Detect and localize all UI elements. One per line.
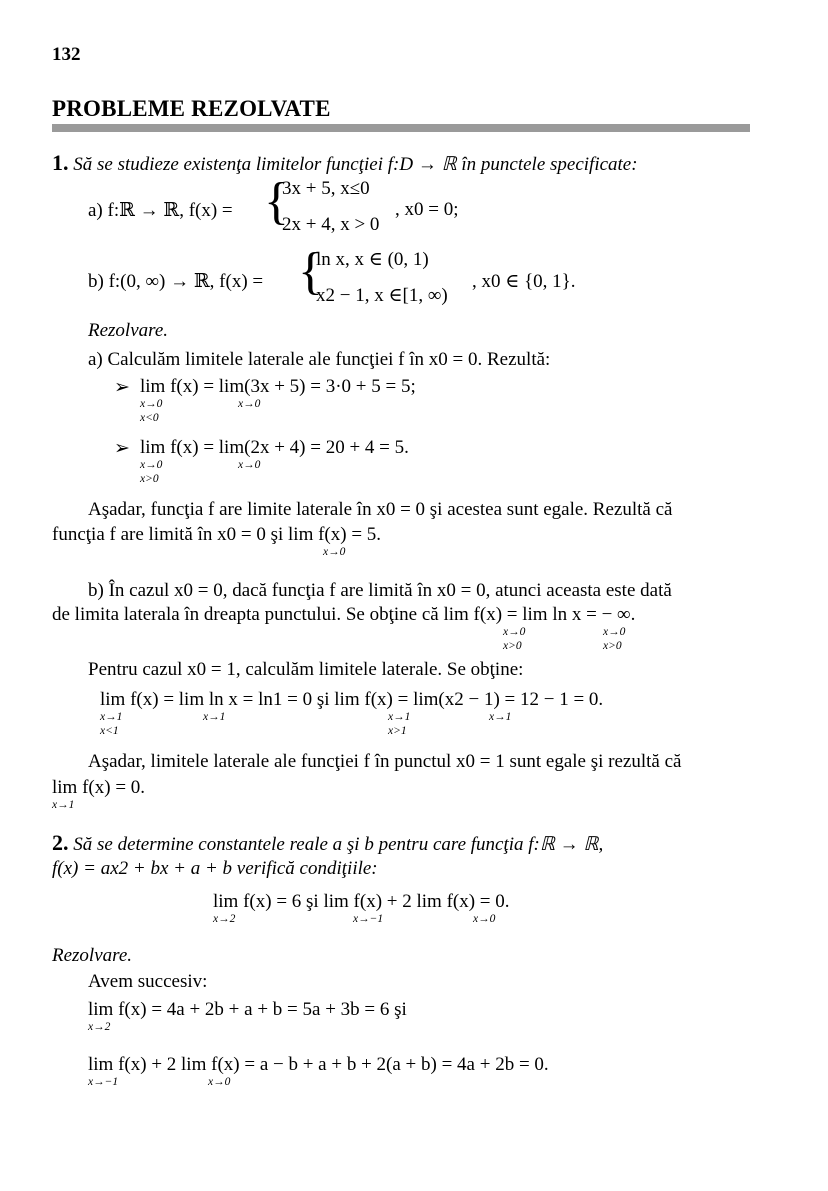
limit-sub: x→1: [388, 711, 411, 723]
conclusion-b-line1: Aşadar, limitele laterale ale funcţiei f în punctul x0 = 1 sunt egale şi rezultă că: [88, 751, 682, 772]
solution-label-2: Rezolvare.: [52, 945, 133, 966]
limit-sub: x→2: [213, 913, 236, 925]
part-b-para3: Pentru cazul x0 = 1, calculăm limitele laterale. Se obţine:: [88, 659, 524, 680]
problem-1-statement: [52, 150, 638, 176]
heading-rule: [52, 124, 750, 132]
problem-2-statement: [52, 830, 603, 856]
limit-sub: x→0: [473, 913, 496, 925]
section-heading: PROBLEME REZOLVATE: [52, 96, 331, 121]
limit-sub: x→0: [238, 398, 261, 410]
problem-2-function: f(x) = ax2 + bx + a + b verifică condiţiile:: [52, 858, 378, 879]
part-b-tail: , x0 ∈ {0, 1}.: [472, 271, 576, 292]
limit-sub: x>0: [603, 640, 622, 652]
solution-label-1: Rezolvare.: [88, 320, 169, 341]
limit-sub: x→1: [52, 799, 75, 811]
part-a-case2: 2x + 4, x > 0: [282, 214, 380, 235]
limit-sub: x→−1: [353, 913, 384, 925]
limit-sub: x→0: [238, 459, 261, 471]
problem-2-conditions: lim f(x) = 6 şi lim f(x) + 2 lim f(x) = 0.: [213, 891, 510, 912]
problem-1-text: Să se studieze existenţa limitelor funcţiei f:D → ℝ în punctele specificate:: [73, 154, 638, 175]
limit-sub: x>1: [388, 725, 407, 737]
part-a-case1: 3x + 5, x≤0: [282, 178, 370, 199]
part-a-tail: , x0 = 0;: [395, 199, 459, 220]
part-a-intro: a) Calculăm limitele laterale ale funcţiei f în x0 = 0. Rezultă:: [88, 349, 551, 370]
conclusion-b-line2: lim f(x) = 0.: [52, 777, 146, 798]
part-b-brace: {: [298, 243, 323, 300]
limit-sub: x→0: [208, 1076, 231, 1088]
part-b-para2: de limita laterala în dreapta punctului. Se obţine că lim f(x) = lim ln x = − ∞.: [52, 604, 636, 625]
conclusion-a-line1: Aşadar, funcţia f are limite laterale în x0 = 0 şi acestea sunt egale. Rezultă că: [88, 499, 673, 520]
bullet-arrow-1: ➢: [114, 377, 130, 398]
part-b-para1: b) În cazul x0 = 0, dacă funcţia f are limită în x0 = 0, atunci aceasta este dată: [88, 580, 672, 601]
part-b-case1: ln x, x ∈ (0, 1): [316, 249, 429, 270]
part-a-brace: {: [264, 173, 289, 230]
limit-sub: x>0: [503, 640, 522, 652]
limit-sub: x→0: [603, 626, 626, 638]
limit-sub: x→1: [203, 711, 226, 723]
part-b-case2: x2 − 1, x ∈[1, ∞): [316, 285, 448, 306]
limit-sub: x→2: [88, 1021, 111, 1033]
limit-sub: x→0: [140, 398, 163, 410]
limit-sub: x→0: [323, 546, 346, 558]
limit-sub: x→0: [140, 459, 163, 471]
problem-2-text: Să se determine constantele reale a şi b pentru care funcţia f:ℝ → ℝ,: [73, 834, 604, 855]
part-b-label: b) f:(0, ∞) → ℝ, f(x) =: [88, 271, 264, 292]
part-b-equation: lim f(x) = lim ln x = ln1 = 0 şi lim f(x) = lim(x2 − 1) = 12 − 1 = 0.: [100, 689, 604, 710]
avem-succesiv: Avem succesiv:: [88, 971, 208, 992]
problem-1-number: 1.: [52, 150, 69, 175]
limit-sub: x>0: [140, 473, 159, 485]
limit-sub: x→1: [489, 711, 512, 723]
limit-line-2: lim f(x) = lim(2x + 4) = 20 + 4 = 5.: [140, 437, 409, 458]
problem-2-eq2: lim f(x) + 2 lim f(x) = a − b + a + b + 2(a + b) = 4a + 2b = 0.: [88, 1054, 549, 1075]
problem-2-number: 2.: [52, 830, 69, 855]
limit-sub: x<0: [140, 412, 159, 424]
limit-sub: x<1: [100, 725, 119, 737]
limit-sub: x→0: [503, 626, 526, 638]
problem-2-eq1: lim f(x) = 4a + 2b + a + b = 5a + 3b = 6 şi: [88, 999, 407, 1020]
bullet-arrow-2: ➢: [114, 438, 130, 459]
part-a-label: a) f:ℝ → ℝ, f(x) =: [88, 200, 233, 221]
limit-sub: x→1: [100, 711, 123, 723]
conclusion-a-line2: funcţia f are limită în x0 = 0 şi lim f(x) = 5.: [52, 524, 382, 545]
limit-line-1: lim f(x) = lim(3x + 5) = 3·0 + 5 = 5;: [140, 376, 416, 397]
page-number: 132: [52, 44, 81, 65]
limit-sub: x→−1: [88, 1076, 119, 1088]
